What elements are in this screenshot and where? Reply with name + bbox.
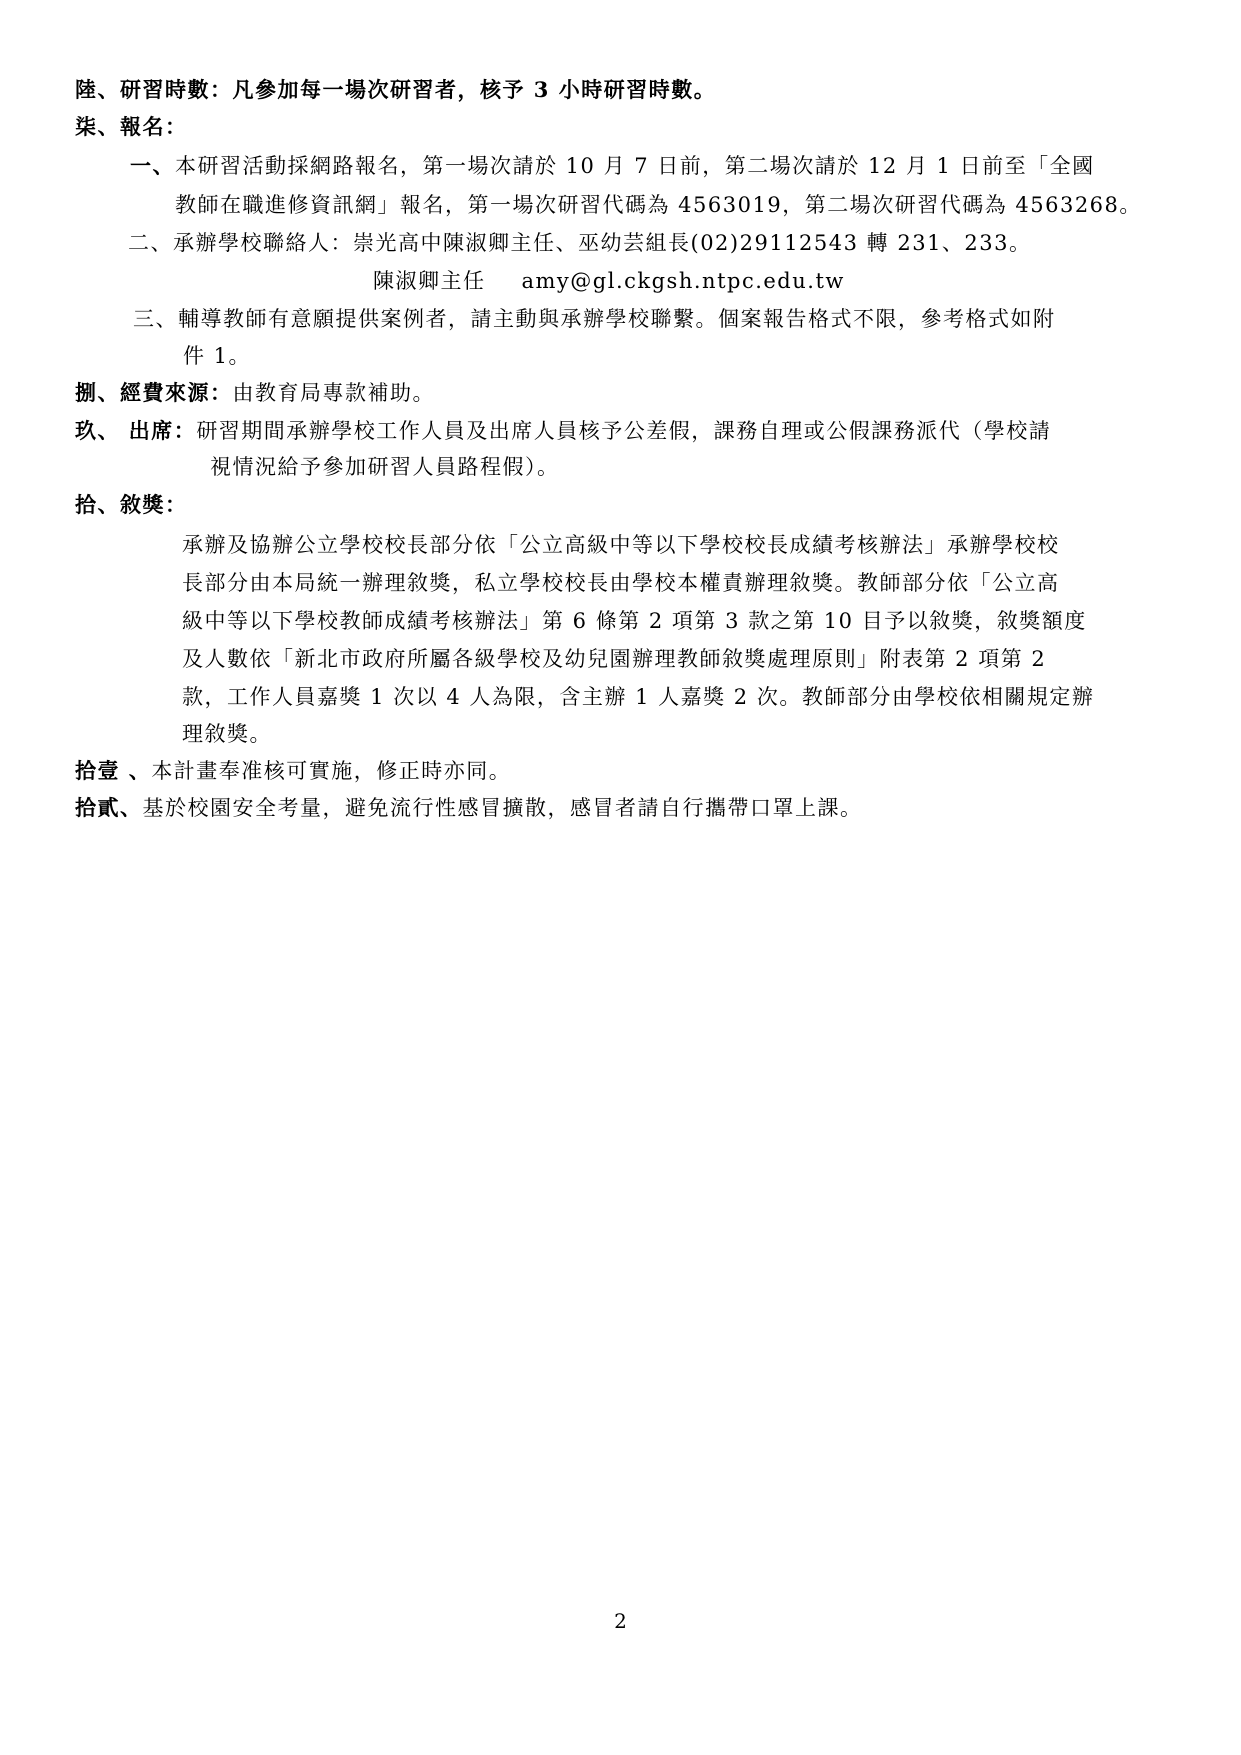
section-7-item-2-line-1: 二、承辦學校聯絡人：崇光高中陳淑卿主任、巫幼芸組長(02)29112543 轉 231、233。 [128, 231, 1032, 255]
section-11 [75, 756, 511, 786]
section-8-label: 捌、經費來源： [75, 380, 233, 405]
section-10-line-4: 及人數依「新北市政府所屬各級學校及幼兒園辦理教師敘獎處理原則」附表第 2 項第 2 [182, 647, 1047, 671]
section-7-item-1-line-2: 教師在職進修資訊網」報名，第一場次研習代碼為 4563019，第二場次研習代碼為 4563268。 [175, 193, 1142, 217]
section-7-item-3-line-1: 三、輔導教師有意願提供案例者，請主動與承辦學校聯繫。個案報告格式不限，參考格式如附 [133, 307, 1056, 331]
contact-name: 陳淑卿主任 [373, 269, 486, 293]
section-9-line-1 [75, 416, 1051, 446]
section-10-line-6: 理敘獎。 [182, 722, 272, 746]
section-7-item-3-line-2: 件 1。 [183, 344, 252, 368]
section-9-line-2: 視情況給予參加研習人員路程假）。 [210, 455, 560, 479]
section-10-line-3: 級中等以下學校教師成績考核辦法」第 6 條第 2 項第 3 款之第 10 目予以敘獎，敘獎額度 [182, 609, 1087, 633]
contact-email: amy@gl.ckgsh.ntpc.edu.tw [521, 269, 845, 293]
section-8-text: 由教育局專款補助。 [232, 381, 435, 405]
section-10-line-5: 款，工作人員嘉獎 1 次以 4 人為限，含主辦 1 人嘉獎 2 次。教師部分由學校依相關規定辦 [182, 685, 1095, 709]
section-12 [75, 793, 863, 823]
section-12-label: 拾貳、 [75, 795, 143, 820]
section-7-item-2-contact [373, 266, 845, 296]
section-9-label: 玖、 出席： [75, 418, 197, 443]
section-7-item-1-marker: 一、 [130, 153, 175, 178]
section-7-item-1-text: 本研習活動採網路報名，第一場次請於 10 月 7 日前，第二場次請於 12 月 1 日前至「全國 [175, 154, 1095, 178]
section-10-line-1: 承辦及協辦公立學校校長部分依「公立高級中等以下學校校長成績考核辦法」承辦學校校 [182, 533, 1060, 557]
section-9-text: 研習期間承辦學校工作人員及出席人員核予公差假，課務自理或公假課務派代（學校請 [196, 419, 1052, 443]
section-11-label: 拾壹 、 [75, 758, 152, 783]
section-6-heading: 陸、研習時數：凡參加每一場次研習者，核予 3 小時研習時數。 [75, 77, 717, 102]
section-10-line-2: 長部分由本局統一辦理敘獎，私立學校校長由學校本權責辦理敘獎。教師部分依「公立高 [182, 571, 1060, 595]
section-7-item-1-line-1 [130, 151, 1095, 181]
section-11-text: 本計畫奉准核可實施，修正時亦同。 [151, 759, 512, 783]
section-8 [75, 378, 435, 408]
page-number: 2 [614, 1609, 627, 1633]
section-10-heading: 拾、敘獎： [75, 492, 188, 517]
section-7-heading: 柒、報名： [75, 114, 188, 139]
section-12-text: 基於校園安全考量，避免流行性感冒擴散，感冒者請自行攜帶口罩上課。 [142, 796, 863, 820]
